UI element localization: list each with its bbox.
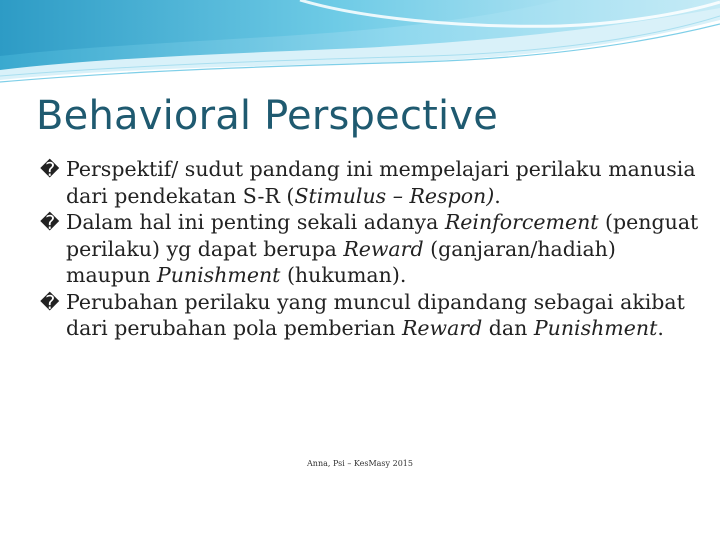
bullet-text-italic: Reward <box>401 316 483 340</box>
bullet-text: Perubahan perilaku yang muncul dipandang sebagai akibat dari perubahan pola pemberian <box>66 289 685 340</box>
header-wave-decoration <box>0 0 720 95</box>
bullet-text-italic: Reward <box>343 236 424 261</box>
bullet-glyph-icon: � <box>40 291 60 314</box>
bullet-text: . <box>494 183 501 208</box>
bullet-item <box>40 209 700 289</box>
bullet-glyph-icon: � <box>40 159 60 181</box>
bullet-text-italic: Punishment <box>533 316 658 340</box>
bullet-item <box>40 289 700 342</box>
bullet-text: (ganjaran/hadiah) maupun <box>66 236 616 287</box>
bullet-text: (hukuman). <box>280 263 407 287</box>
bullet-text: (penguat perilaku) yg dapat berupa <box>66 210 699 261</box>
slide-footer: Anna, Psi – KesMasy 2015 <box>307 459 413 468</box>
bullet-list <box>40 156 700 342</box>
bullet-text: Dalam hal ini penting sekali adanya <box>66 210 445 234</box>
bullet-text: dan <box>482 316 534 340</box>
bullet-text-italic: Stimulus – Respon) <box>294 183 495 208</box>
bullet-item <box>40 156 700 209</box>
slide-title: Behavioral Perspective <box>36 93 499 139</box>
bullet-text: Perspektif/ sudut pandang ini mempelajari perilaku manusia dari pendekatan S-R ( <box>66 157 696 208</box>
bullet-text-italic: Punishment <box>156 263 281 287</box>
bullet-text-italic: Reinforcement <box>444 210 599 234</box>
bullet-glyph-icon: � <box>40 212 60 234</box>
bullet-text: . <box>657 316 664 340</box>
